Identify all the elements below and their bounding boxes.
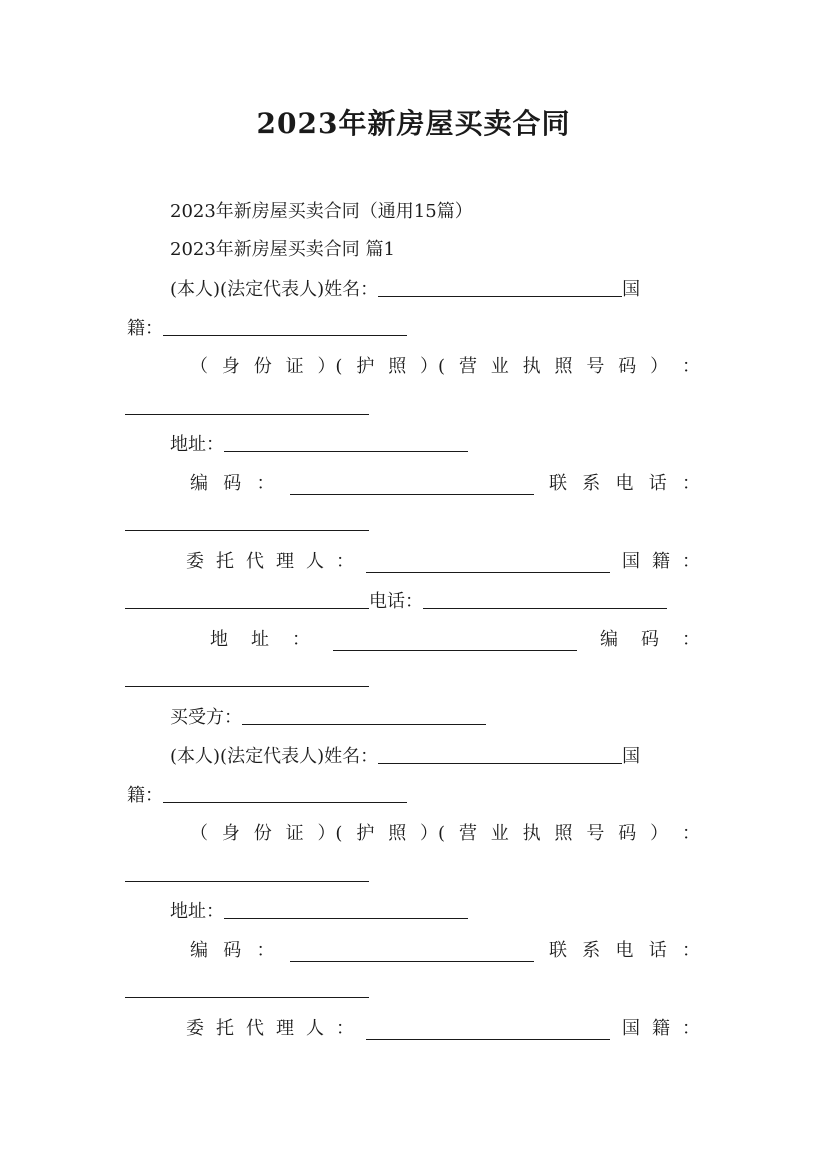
id-char: ： [681,356,700,377]
code-char: 码 [641,629,659,650]
phone-char: 话 [648,473,667,494]
seller-code-field[interactable] [290,474,534,495]
code-char: 码 [223,940,242,961]
phone-char: 联 [549,473,567,494]
id-char: 护 [356,356,375,377]
buyer-code-phone-line [190,935,700,967]
buyer-name-field[interactable] [378,743,622,764]
document-subtitle: 2023年新房屋买卖合同（通用15篇） [170,201,473,222]
nationality-char: ： [682,1018,700,1039]
agent-address-field[interactable] [333,630,577,651]
seller-address-field[interactable] [224,431,468,452]
address-label: 地址： [170,434,224,455]
buyer-nationality-field[interactable] [163,782,407,803]
phone-char: 话 [648,940,667,961]
agent-char: 人 [306,1018,324,1039]
agent-char: 人 [306,551,324,572]
id-char: ）( [317,356,343,377]
nationality-label-wrap: 国 [622,279,641,300]
id-char: 码 [618,356,637,377]
id-char: 份 [253,823,272,844]
agent-address-code-line [210,624,700,656]
agent-char: 理 [276,1018,294,1039]
nationality-label: 籍： [127,318,163,339]
address-char: 地 [210,629,228,650]
id-char: 执 [522,823,541,844]
seller-nationality-field[interactable] [163,315,407,336]
id-char: 业 [490,356,509,377]
seller-nationality-line [127,313,407,345]
id-char: 业 [490,823,509,844]
id-char: 码 [618,823,637,844]
buyer-agent-name-line [186,1013,700,1045]
address-char: ： [292,629,310,650]
id-char: ） [650,356,669,377]
id-char: 营 [458,823,477,844]
name-label: (本人)(法定代表人)姓名： [170,279,379,300]
buyer-code-field[interactable] [290,941,534,962]
seller-id-field-line [125,392,369,424]
code-char: 编 [190,473,208,494]
agent-nationality-field[interactable] [125,588,369,609]
buyer-name-line [170,741,700,773]
phone-char: ： [682,473,700,494]
nationality-char: 国 [622,551,640,572]
code-char: 编 [190,940,208,961]
id-open-paren: （ [190,356,208,377]
buyer-agent-name-field[interactable] [366,1019,610,1040]
id-char: 证 [285,823,304,844]
agent-code-field[interactable] [125,666,369,687]
seller-name-field[interactable] [378,276,622,297]
code-char: ： [256,473,275,494]
agent-phone-field[interactable] [423,588,667,609]
id-char: ： [681,823,700,844]
phone-char: 电 [615,940,634,961]
code-char: 码 [223,473,242,494]
buyer-phone-field[interactable] [125,977,369,998]
nationality-char: 国 [622,1018,640,1039]
section-heading: 2023年新房屋买卖合同 篇1 [170,239,395,260]
agent-char: ： [336,1018,354,1039]
agent-char: 委 [186,1018,204,1039]
nationality-label: 籍： [127,785,163,806]
seller-id-field[interactable] [125,394,369,415]
id-char: ）( [317,823,343,844]
seller-id-line [190,351,700,383]
address-char: 址 [251,629,269,650]
phone-char: 系 [582,473,601,494]
phone-char: ： [682,940,700,961]
nationality-char: 籍 [652,1018,670,1039]
agent-name-line [186,546,700,578]
id-char: 照 [554,823,573,844]
code-char: ： [682,629,700,650]
buyer-id-field-line [125,859,369,891]
buyer-line [170,702,486,734]
id-char: 号 [586,823,605,844]
id-char: 执 [522,356,541,377]
buyer-phone-field-line [125,975,369,1007]
agent-char: 理 [276,551,294,572]
buyer-label: 买受方： [170,707,242,728]
seller-address-line [170,429,468,461]
nationality-char: 籍 [652,551,670,572]
name-label: (本人)(法定代表人)姓名： [170,746,379,767]
phone-char: 电 [615,473,634,494]
agent-char: 代 [246,1018,264,1039]
seller-phone-field[interactable] [125,510,369,531]
buyer-field[interactable] [242,704,486,725]
agent-code-field-line [125,664,369,696]
id-char: 身 [221,356,240,377]
id-char: 照 [554,356,573,377]
id-char: ）( [420,823,446,844]
agent-char: ： [336,551,354,572]
seller-name-line [170,274,700,306]
agent-name-field[interactable] [366,552,610,573]
buyer-address-field[interactable] [224,898,468,919]
id-char: 护 [356,823,375,844]
seller-code-phone-line [190,468,700,500]
seller-phone-field-line [125,508,369,540]
id-char: 照 [388,356,407,377]
buyer-id-field[interactable] [125,861,369,882]
agent-char: 委 [186,551,204,572]
code-char: ： [256,940,275,961]
id-char: 身 [221,823,240,844]
id-char: 号 [586,356,605,377]
id-char: 份 [253,356,272,377]
buyer-nationality-line [127,780,407,812]
id-char: 照 [388,823,407,844]
id-char: ）( [420,356,446,377]
nationality-char: ： [682,551,700,572]
document-title: 2023年新房屋买卖合同 [256,107,571,140]
id-char: 营 [458,356,477,377]
phone-char: 联 [549,940,567,961]
agent-char: 托 [216,1018,234,1039]
id-open-paren: （ [190,823,208,844]
id-char: 证 [285,356,304,377]
nationality-label-wrap: 国 [622,746,641,767]
agent-char: 代 [246,551,264,572]
buyer-address-line [170,896,468,928]
buyer-id-line [190,818,700,850]
agent-nationality-phone-line [125,586,667,618]
agent-char: 托 [216,551,234,572]
id-char: ） [650,823,669,844]
code-char: 编 [600,629,618,650]
phone-label: 电话： [369,591,423,612]
phone-char: 系 [582,940,601,961]
address-label: 地址： [170,901,224,922]
